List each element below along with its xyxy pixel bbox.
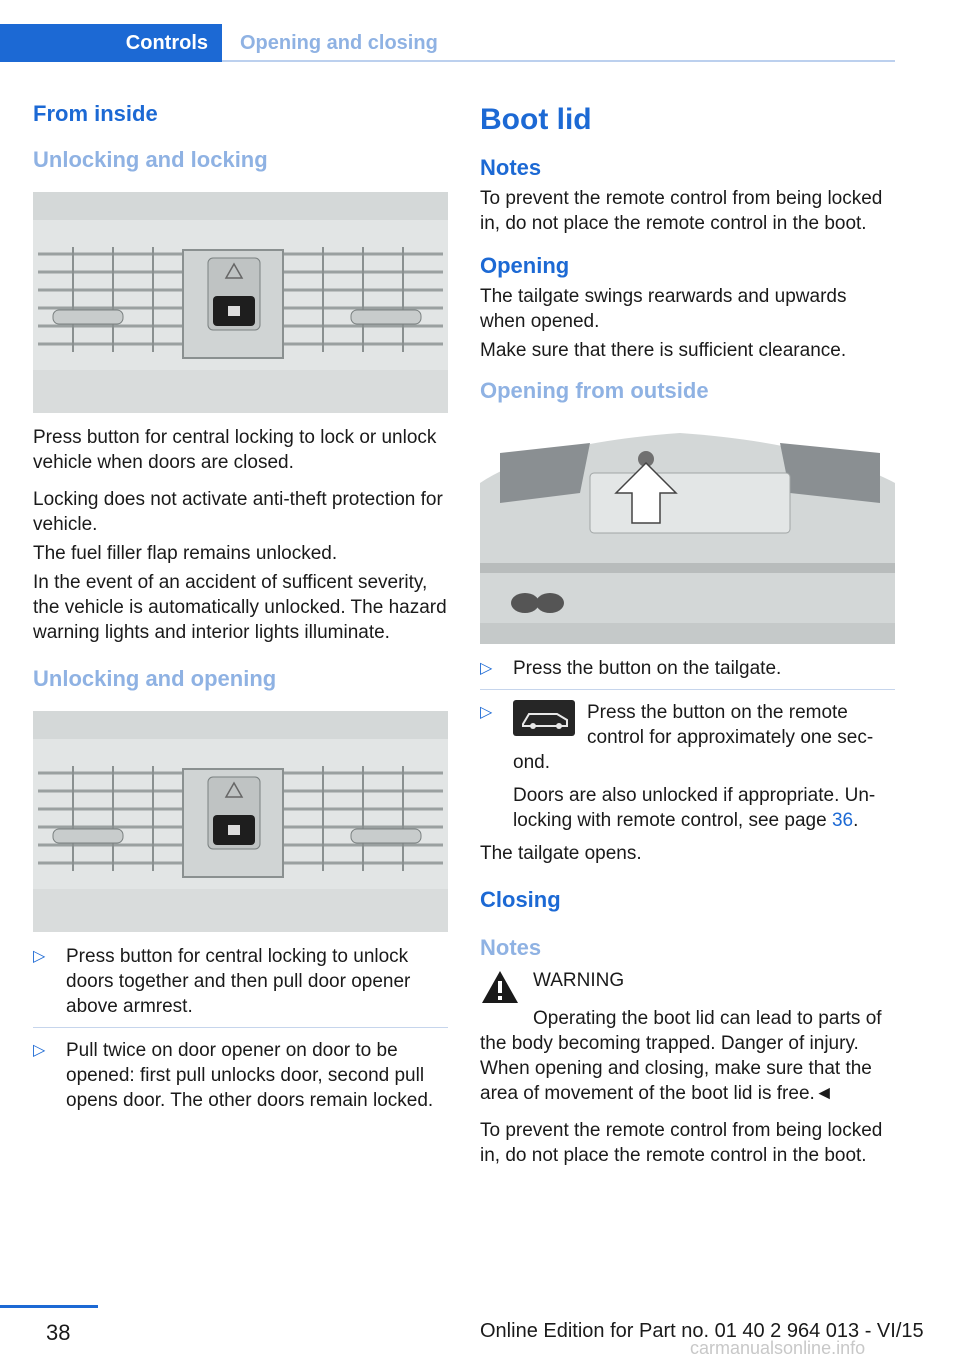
para-notes-remote-2: To prevent the remote control from being locked in, do not place the remote control in the boot. [480, 1120, 883, 1166]
bullet-tailgate-button [480, 656, 895, 681]
edition-footer: Online Edition for Part no. 01 40 2 964 013 - VI/15 [480, 1320, 924, 1342]
tailgate-figure [480, 423, 895, 644]
bullet-remote-button [480, 700, 895, 833]
warning-triangle-icon [480, 968, 520, 1006]
bullet-text-end: . [853, 810, 859, 831]
heading-opening-outside: Opening from outside [480, 378, 709, 403]
bullet-text: Press button for central locking to unlock doors together and then pull door opener above armrest. [66, 946, 411, 1017]
running-header [0, 24, 895, 62]
heading-boot-lid: Boot lid [480, 103, 592, 136]
warning-title: WARNING [533, 970, 625, 991]
bullet-marker-icon: ▷ [480, 660, 493, 677]
bullet-divider [33, 1027, 448, 1028]
heading-opening: Opening [480, 253, 570, 278]
central-locking-figure-2 [33, 711, 448, 932]
para-accident: In the event of an accident of sufficent severity, the vehicle is automatically unlocked. The hazard warning lights and interior lights illuminate. [33, 572, 447, 643]
bullet-text-unlock-info: Doors are also unlocked if appropriate. Unlocking with remote control, see page [513, 785, 876, 831]
heading-notes-2: Notes [480, 935, 542, 960]
heading-closing: Closing [480, 887, 561, 912]
para-notes-remote: To prevent the remote control from being locked in, do not place the remote control in the boot. [480, 188, 883, 234]
central-locking-figure-1 [33, 192, 448, 413]
para-press-button: Press button for central locking to lock or unlock vehicle when doors are closed. [33, 427, 437, 473]
para-tailgate-opens: The tailgate opens. [480, 843, 642, 864]
bullet-divider [480, 689, 895, 690]
remote-tailgate-icon [513, 700, 575, 736]
footer-rule [0, 1305, 98, 1308]
bullet-text: Pull twice on door opener on door to be opened: first pull unlocks door, second pull opens door. The other doors remain locked. [66, 1040, 434, 1111]
header-rule [222, 60, 895, 62]
para-anti-theft: Locking does not activate anti‑theft protection for vehicle. [33, 489, 443, 535]
bullet-unlock-doors [33, 944, 448, 1019]
bullet-marker-icon: ▷ [480, 704, 493, 721]
page-number: 38 [46, 1320, 71, 1345]
heading-unlocking-locking: Unlocking and locking [33, 147, 268, 172]
heading-notes: Notes [480, 155, 542, 180]
para-clearance: Make sure that there is sufficient clearance. [480, 340, 847, 361]
heading-unlocking-opening: Unlocking and opening [33, 666, 277, 691]
bullet-text: Press the button on the remote control for approximately one second. [513, 702, 874, 773]
warning-text: Operating the boot lid can lead to parts of the body becoming trapped. Danger of injury. When opening and closing, make sure that the area of movement of the boot lid is free.◄ [480, 1008, 882, 1104]
right-column [480, 100, 895, 1180]
warning-block [480, 968, 895, 1106]
bullet-pull-twice [33, 1038, 448, 1113]
para-fuel-flap: The fuel filler flap remains unlocked. [33, 543, 338, 564]
bullet-text: Press the button on the tailgate. [513, 658, 782, 679]
watermark: carmanualsonline.info [690, 1338, 866, 1358]
bullet-marker-icon: ▷ [33, 1042, 46, 1059]
para-tailgate-swings: The tailgate swings rearwards and upwards when opened. [480, 286, 847, 332]
heading-from-inside: From inside [33, 101, 158, 126]
section-tab[interactable]: Controls [0, 24, 222, 62]
left-column [33, 100, 448, 1121]
subsection-title[interactable]: Opening and closing [240, 32, 438, 54]
page-link-36[interactable]: 36 [831, 810, 854, 831]
bullet-marker-icon: ▷ [33, 948, 46, 965]
